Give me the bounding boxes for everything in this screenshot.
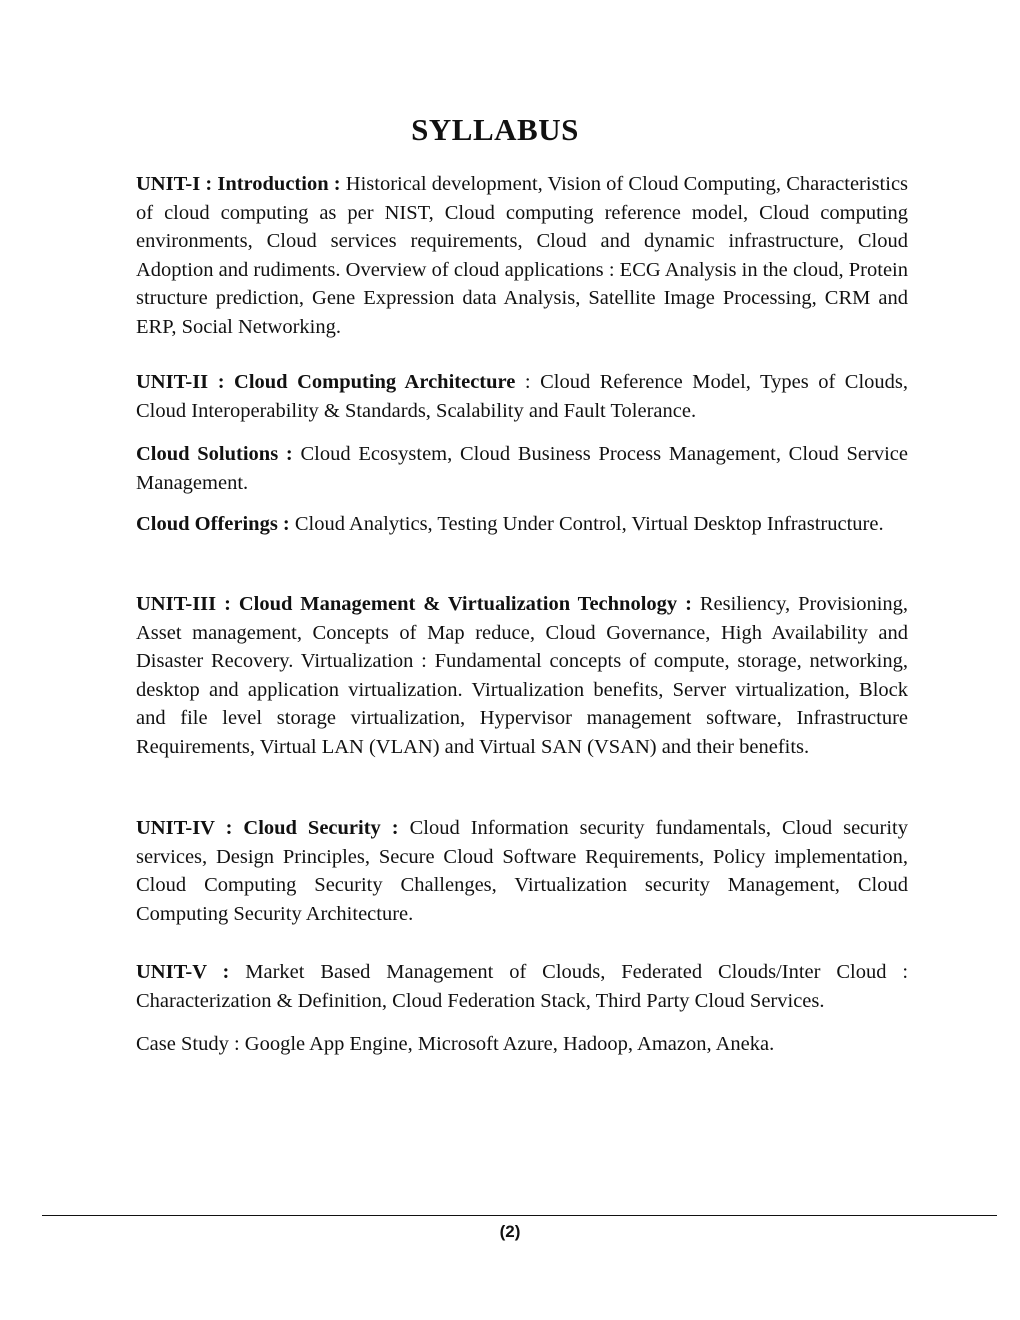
unit-3-heading: : Cloud Management & Virtualization Technology : xyxy=(224,593,692,615)
unit-1-heading: Introduction : xyxy=(217,173,341,195)
cloud-solutions-text: Cloud Ecosystem, Cloud Business Process Management, Cloud Service Management. xyxy=(136,443,908,494)
cloud-offerings-text: Cloud Analytics, Testing Under Control, Virtual Desktop Infrastructure. xyxy=(294,513,884,535)
unit-5-text: Market Based Management of Clouds, Federated Clouds/Inter Cloud : Characterization & Definition, Cloud Federation Stack, Third Party Cloud Services. xyxy=(136,961,909,1012)
unit-3-label: UNIT-III xyxy=(136,593,217,615)
unit-3-paragraph xyxy=(136,590,908,761)
cloud-solutions-paragraph xyxy=(136,440,908,497)
unit-2-label: UNIT-II xyxy=(136,371,209,393)
unit-1-label: UNIT-I : xyxy=(136,173,213,195)
footer-divider xyxy=(42,1215,997,1216)
cloud-offerings-heading: Cloud Offerings : xyxy=(136,513,290,535)
unit-4-paragraph xyxy=(136,814,908,928)
unit-2-text: : Cloud Reference Model, Types of Clouds, Cloud Interoperability & Standards, Scalability and Fault Tolerance. xyxy=(136,371,909,422)
unit-5-label: UNIT-V : xyxy=(136,961,230,983)
cloud-offerings-paragraph xyxy=(136,510,908,539)
unit-1-text: Historical development, Vision of Cloud Computing, Characteristics of cloud computing as per NIST, Cloud computing reference model, Cloud computing environments, Cloud services requirements, Cloud and dynamic infrastructure, Cloud Adoption and rudiments. Overview of cloud applications : ECG Analysis in the cloud, Protein structure prediction, Gene Expression data Analysis, Satellite Image Processing, CRM and ERP, Social Networking. xyxy=(136,173,909,338)
unit-5-paragraph xyxy=(136,958,908,1015)
unit-1-paragraph xyxy=(136,170,908,341)
unit-2-paragraph xyxy=(136,368,908,425)
unit-4-text: Cloud Information security fundamentals, Cloud security services, Design Principles, Secure Cloud Software Requirements, Policy implementation, Cloud Computing Security Challenges, Virtualization security Management, Cloud Computing Security Architecture. xyxy=(136,817,909,925)
unit-4-label: UNIT-IV : xyxy=(136,817,233,839)
unit-2-heading: : Cloud Computing Architecture xyxy=(217,371,516,393)
page-title: SYLLABUS xyxy=(411,112,579,147)
page-number: (2) xyxy=(499,1222,521,1241)
case-study-text: Case Study : Google App Engine, Microsoft Azure, Hadoop, Amazon, Aneka. xyxy=(136,1033,775,1055)
cloud-solutions-heading: Cloud Solutions : xyxy=(136,443,293,465)
unit-4-heading: Cloud Security : xyxy=(243,817,399,839)
unit-3-text: Resiliency, Provisioning, Asset management, Concepts of Map reduce, Cloud Governance, High Availability and Disaster Recovery. Virtualization : Fundamental concepts of compute, storage, networking, desktop and application virtualization. Virtualization benefits, Server virtualization, Block and file level storage virtualization, Hypervisor management software, Infrastructure Requirements, Virtual LAN (VLAN) and Virtual SAN (VSAN) and their benefits. xyxy=(136,593,909,758)
case-study-paragraph xyxy=(136,1030,908,1059)
